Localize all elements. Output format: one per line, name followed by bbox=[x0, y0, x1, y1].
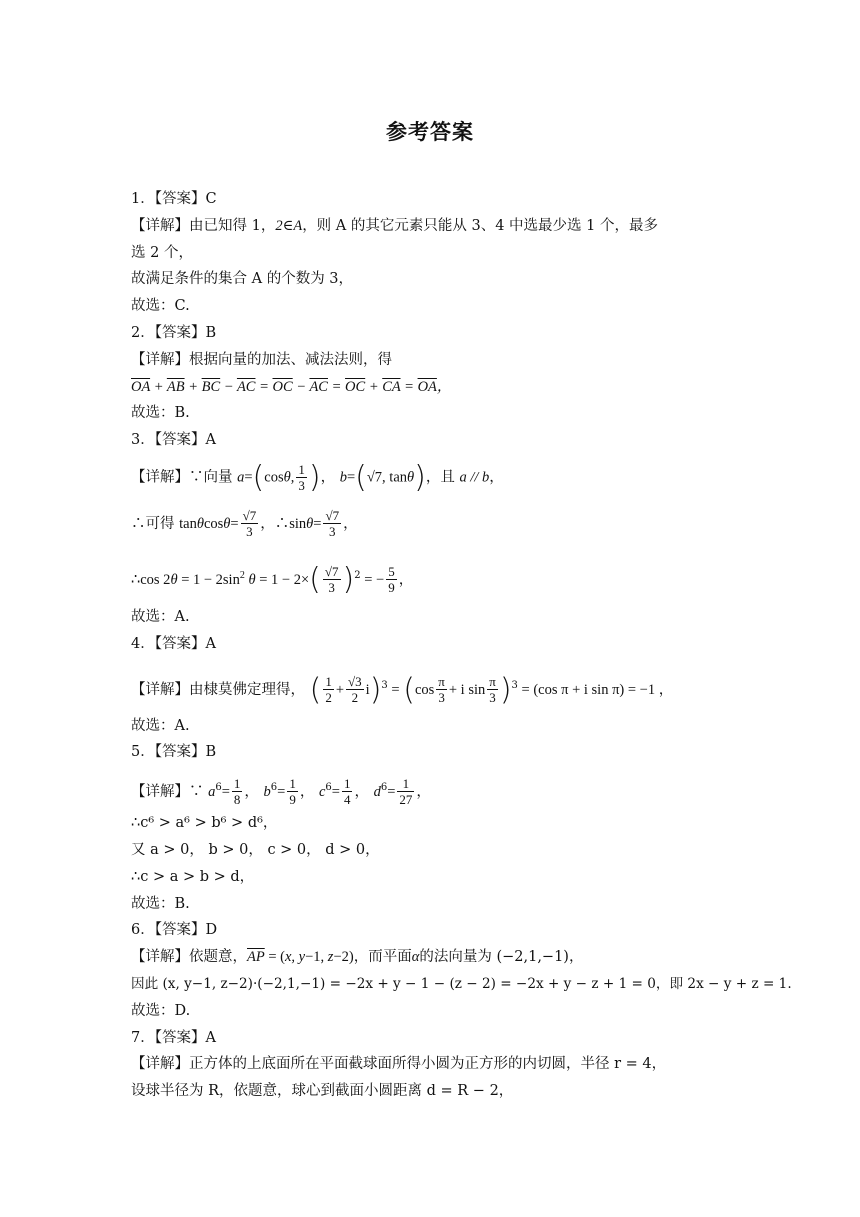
q6-answer: 6．【答案】D bbox=[131, 922, 218, 939]
q3-answer: 3．【答案】A bbox=[131, 432, 216, 449]
q3-choice: 故选：A. bbox=[131, 608, 190, 625]
q3-detail-line1: 【详解】∵向量 a=(cosθ, $\frac{1}{3}$ )， b=(√7, tanθ)，且 a // b， bbox=[131, 459, 504, 495]
q2-choice: 故选：B. bbox=[131, 405, 190, 422]
q1-choice: 故选：C. bbox=[131, 298, 190, 315]
q4-answer: 4．【答案】A bbox=[131, 635, 216, 652]
q5-choice: 故选：B. bbox=[131, 895, 190, 912]
q2-vector-equation: $\overline{OA} + \overline{AB} + \overline{BC} - \overline{AC} = \overline{OC} - \overline{AC} = \overline{OC} + \overline{CA} = \overline{OA}$， bbox=[131, 378, 452, 395]
q4-detail-line1: 【详解】由棣莫佛定理得， ( $\frac{1}{2}$ + $\frac{√3}{2}$ i)$^3$ = (cos $\frac{\pi}{3}$ + i sin $\frac{\pi}{3}$ )$^3$ = (cos π + i sin π) = −1 ， bbox=[131, 671, 674, 707]
q3-detail-line3: ∴cos $2\theta = 1 - 2\sin^2$ θ = 1 − 2×( $\frac{√7}{3}$ )$^2$ = − $\frac{5}{9}$ ， bbox=[131, 561, 414, 597]
q6-choice: 故选：D. bbox=[131, 1002, 191, 1019]
page-title: 参考答案 bbox=[386, 120, 474, 144]
q7-answer: 7．【答案】A bbox=[131, 1029, 216, 1046]
q5-detail-line4: ∴c > a > b > d， bbox=[131, 868, 255, 885]
q1-answer: 1．【答案】C bbox=[131, 191, 217, 207]
q6-detail-line1: 【详解】依题意，$\overline{AP} = (x$, y−1, z−2)，而平面α的法向量为 (−2,1,−1)， bbox=[131, 949, 584, 966]
q1-detail-line3: 故满足条件的集合 A 的个数为 3， bbox=[131, 271, 354, 288]
answer-content bbox=[131, 186, 792, 1105]
q3-detail-line2: ∴可得 tanθcosθ= $\frac{√7}{3}$ ，∴sinθ= $\frac{√7}{3}$ ， bbox=[131, 508, 358, 540]
q5-detail-line3: 又 a > 0， b > 0， c > 0， d > 0， bbox=[131, 841, 380, 858]
q6-detail-line2: 因此 (x, y−1, z−2)·(−2,1,−1) = −2x + y − 1 − (z − 2) = −2x + y − z + 1 = 0，即 2x − y + z = 1. bbox=[131, 975, 792, 992]
q1-detail-line2: 选 2 个， bbox=[131, 244, 193, 261]
q1-detail-line1: 【详解】由已知得 1，2∈A，则 A 的其它元素只能从 3、4 中选最少选 1 个，最多 bbox=[131, 217, 658, 234]
q2-answer: 2．【答案】B bbox=[131, 324, 217, 341]
q7-detail-line1: 【详解】正方体的上底面所在平面截球面所得小圆为正方形的内切圆，半径 r = 4， bbox=[131, 1056, 667, 1073]
q2-detail-line1: 【详解】根据向量的加法、减法法则，得 bbox=[131, 351, 392, 368]
q5-answer: 5．【答案】B bbox=[131, 744, 217, 761]
q4-choice: 故选：A. bbox=[131, 717, 190, 734]
q5-detail-line1: 【详解】∵ $a^6=$ $\frac{1}{8}$ ， $b^6=$ $\frac{1}{9}$ ， $c^6=$ $\frac{1}{4}$ ， $d^6=$ $\frac{1}{27}$ ， bbox=[131, 776, 431, 808]
q7-detail-line2: 设球半径为 R，依题意，球心到截面小圆距离 d = R − 2， bbox=[131, 1083, 514, 1100]
q5-detail-line2: ∴c⁶ > a⁶ > b⁶ > d⁶， bbox=[131, 815, 278, 832]
